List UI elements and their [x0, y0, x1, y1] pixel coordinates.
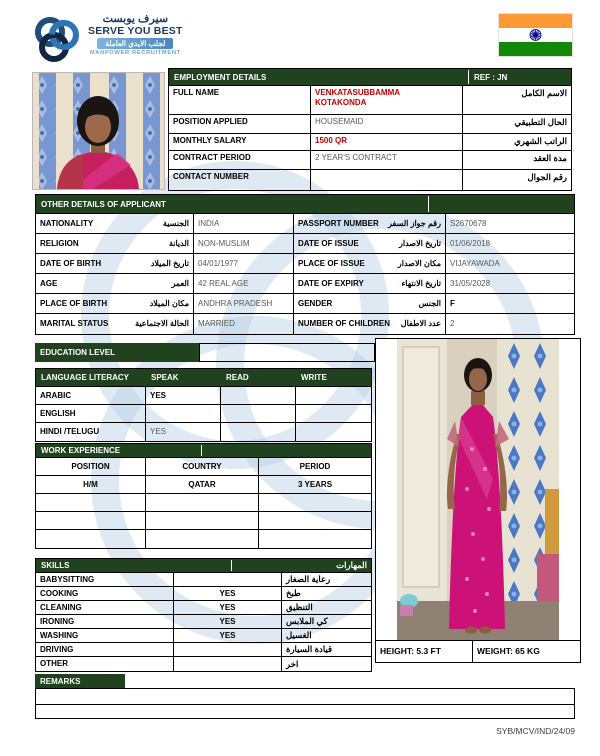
table-row: [36, 494, 371, 512]
document-code: SYB/MCV/IND/24/09: [496, 726, 575, 736]
skill-name: COOKING: [36, 587, 174, 600]
table-row: [36, 657, 371, 671]
country-value: [146, 530, 259, 548]
field-label-arabic: مدة العقد: [533, 153, 567, 163]
field-value: 2 YEAR'S CONTRACT: [311, 151, 463, 169]
skill-name-arabic: اخر: [286, 658, 299, 669]
remarks-header: REMARKS: [35, 674, 125, 688]
field-value: 42 REAL AGE: [194, 274, 294, 293]
field-label: GENDER الجنس: [294, 294, 446, 313]
table-row: [36, 405, 371, 423]
table-header-row: [36, 458, 371, 476]
column-header: COUNTRY: [146, 458, 259, 475]
field-label: CONTACT NUMBER: [169, 170, 311, 190]
position-value: [36, 494, 146, 511]
table-row: [36, 615, 371, 629]
work-experience-header: WORK EXPERIENCE: [36, 444, 371, 458]
table-row: [36, 314, 574, 334]
skill-name-arabic: قيادة السيارة: [286, 644, 333, 655]
skill-name: CLEANING: [36, 601, 174, 614]
column-header: WRITE: [301, 373, 327, 382]
field-value: 1500 QR: [311, 134, 463, 150]
speak-value: [146, 405, 221, 422]
company-logo: [30, 13, 183, 65]
skill-name-arabic: طبخ: [286, 588, 301, 599]
field-value: F: [450, 298, 455, 308]
ref-number: REF : JN: [474, 72, 508, 82]
skill-value: YES: [174, 587, 282, 600]
country-value: [146, 512, 259, 529]
field-value: 01/06/2018: [450, 238, 491, 248]
header-divider: [468, 70, 469, 84]
field-label: NUMBER OF CHILDREN عدد الاطفال: [294, 314, 446, 334]
table-row: [36, 601, 371, 615]
field-label: DATE OF EXPIRY تاريخ الانتهاء: [294, 274, 446, 293]
field-label-arabic: رقم الجوال: [527, 172, 567, 182]
table-row: [36, 423, 371, 441]
employment-details-header: [169, 69, 571, 86]
column-header: SPEAK: [151, 373, 179, 382]
table-row: [36, 214, 574, 234]
read-value: [221, 387, 296, 404]
field-label: RELIGION الديانة: [36, 234, 194, 253]
work-experience-table: [35, 443, 372, 549]
field-label: MARITAL STATUS الحالة الاجتماعية: [36, 314, 194, 334]
table-row: [169, 170, 571, 190]
write-value: [296, 423, 371, 441]
header-divider: [201, 445, 202, 456]
field-label: PLACE OF ISSUE مكان الاصدار: [294, 254, 446, 273]
skill-value: [174, 657, 282, 671]
skills-title-arabic: المهارات: [336, 560, 367, 570]
skill-name-arabic: كي الملابس: [286, 616, 328, 627]
height-value: HEIGHT: 5.3 FT: [376, 641, 473, 662]
india-flag-icon: [498, 13, 573, 57]
field-label: FULL NAME: [169, 86, 311, 114]
position-value: H/M: [36, 476, 146, 493]
skill-value: [174, 573, 282, 586]
logo-english-tagline: MANPOWER RECRUITMENT: [89, 50, 181, 57]
employment-details-table: [168, 68, 572, 191]
table-row: [36, 573, 371, 587]
skill-value: [174, 643, 282, 656]
skill-name-arabic: الغسيل: [286, 630, 312, 641]
field-label: POSITION APPLIED: [169, 115, 311, 133]
field-label-arabic: الاسم الكامل: [521, 88, 567, 98]
skill-name: WASHING: [36, 629, 174, 642]
field-value: [311, 170, 463, 190]
speak-value: YES: [146, 387, 221, 404]
column-header: POSITION: [36, 458, 146, 475]
field-label: PASSPORT NUMBER رقم جواز السفر: [294, 214, 446, 233]
logo-arabic-name: سيرف يوبست: [102, 13, 169, 25]
field-label: AGE العمر: [36, 274, 194, 293]
table-row: [36, 629, 371, 643]
field-label: DATE OF BIRTH تاريخ الميلاد: [36, 254, 194, 273]
country-value: [146, 494, 259, 511]
language-literacy-header: [36, 369, 371, 387]
field-value: 04/01/1977: [194, 254, 294, 273]
table-row: [36, 643, 371, 657]
photo-stats-row: [376, 640, 580, 662]
period-value: [259, 494, 371, 511]
skill-value: YES: [174, 601, 282, 614]
remarks-box: [35, 688, 575, 719]
other-details-header: [36, 195, 574, 214]
field-label: MONTHLY SALARY: [169, 134, 311, 150]
skill-name: BABYSITTING: [36, 573, 174, 586]
header-divider: [428, 196, 429, 212]
table-row: [36, 294, 574, 314]
applicant-fullbody-photo-frame: [375, 338, 581, 663]
speak-value: YES: [146, 423, 221, 441]
write-value: [296, 387, 371, 404]
language-name: ENGLISH: [36, 405, 146, 422]
field-label: DATE OF ISSUE تاريخ الاصدار: [294, 234, 446, 253]
skill-name: IRONING: [36, 615, 174, 628]
position-value: [36, 512, 146, 529]
table-row: [36, 387, 371, 405]
education-level-blank-cell: [199, 343, 375, 362]
skill-name-arabic: التنظيق: [286, 602, 313, 613]
table-row: [169, 115, 571, 134]
applicant-fullbody-photo: [376, 339, 580, 640]
field-label: CONTRACT PERIOD: [169, 151, 311, 169]
period-value: [259, 512, 371, 529]
logo-english-name: SERVE YOU BEST: [88, 25, 183, 38]
table-row: [36, 234, 574, 254]
table-row: [36, 512, 371, 530]
skill-name: OTHER: [36, 657, 174, 671]
other-details-table: [35, 194, 575, 335]
table-row: [36, 274, 574, 294]
table-row: [169, 134, 571, 151]
skills-table: [35, 558, 372, 672]
table-row: [169, 151, 571, 170]
skill-name-arabic: رعاية الصغار: [286, 574, 331, 585]
field-value: 31/05/2028: [450, 278, 491, 288]
write-value: [296, 405, 371, 422]
weight-value: WEIGHT: 65 KG: [477, 646, 540, 657]
field-label-arabic: الحال التطبيقي: [514, 117, 567, 127]
field-value: ANDHRA PRADESH: [194, 294, 294, 313]
position-value: [36, 530, 146, 548]
language-literacy-table: [35, 368, 372, 442]
remarks-line: [36, 689, 574, 705]
field-label-arabic: الراتب الشهري: [514, 136, 567, 146]
field-value: VENKATASUBBAMMA KOTAKONDA: [311, 86, 463, 114]
field-value: MARRIED: [194, 314, 294, 334]
table-row: [36, 587, 371, 601]
language-name: HINDI /TELUGU: [36, 423, 146, 441]
logo-arabic-tagline: لجلب الايدي العاملة: [97, 38, 173, 49]
employment-title: EMPLOYMENT DETAILS: [174, 72, 267, 82]
table-row: [36, 530, 371, 548]
field-value: INDIA: [194, 214, 294, 233]
field-label: NATIONALITY الجنسية: [36, 214, 194, 233]
field-value: NON-MUSLIM: [194, 234, 294, 253]
logo-knot-icon: [30, 13, 82, 65]
read-value: [221, 423, 296, 441]
field-value: 2: [450, 319, 455, 328]
field-value: HOUSEMAID: [311, 115, 463, 133]
table-row: [36, 476, 371, 494]
country-value: QATAR: [146, 476, 259, 493]
table-row: [169, 86, 571, 115]
header-divider: [231, 560, 232, 571]
skill-value: YES: [174, 615, 282, 628]
applicant-portrait-photo: [32, 72, 165, 190]
skill-value: YES: [174, 629, 282, 642]
language-name: ARABIC: [36, 387, 146, 404]
other-details-title: OTHER DETAILS OF APPLICANT: [41, 199, 166, 209]
read-value: [221, 405, 296, 422]
column-header: PERIOD: [299, 461, 331, 471]
period-value: [259, 530, 371, 548]
skills-header: SKILLS المهارات: [36, 559, 371, 573]
skill-name: DRIVING: [36, 643, 174, 656]
column-header: READ: [226, 373, 249, 382]
table-row: [36, 254, 574, 274]
education-level-header: EDUCATION LEVEL: [35, 343, 200, 362]
column-header: LANGUAGE LITERACY: [41, 373, 129, 382]
period-value: 3 YEARS: [297, 479, 333, 489]
field-value: S2670678: [450, 218, 487, 228]
field-label: PLACE OF BIRTH مكان الميلاد: [36, 294, 194, 313]
field-value: VIJAYAWADA: [450, 258, 500, 268]
